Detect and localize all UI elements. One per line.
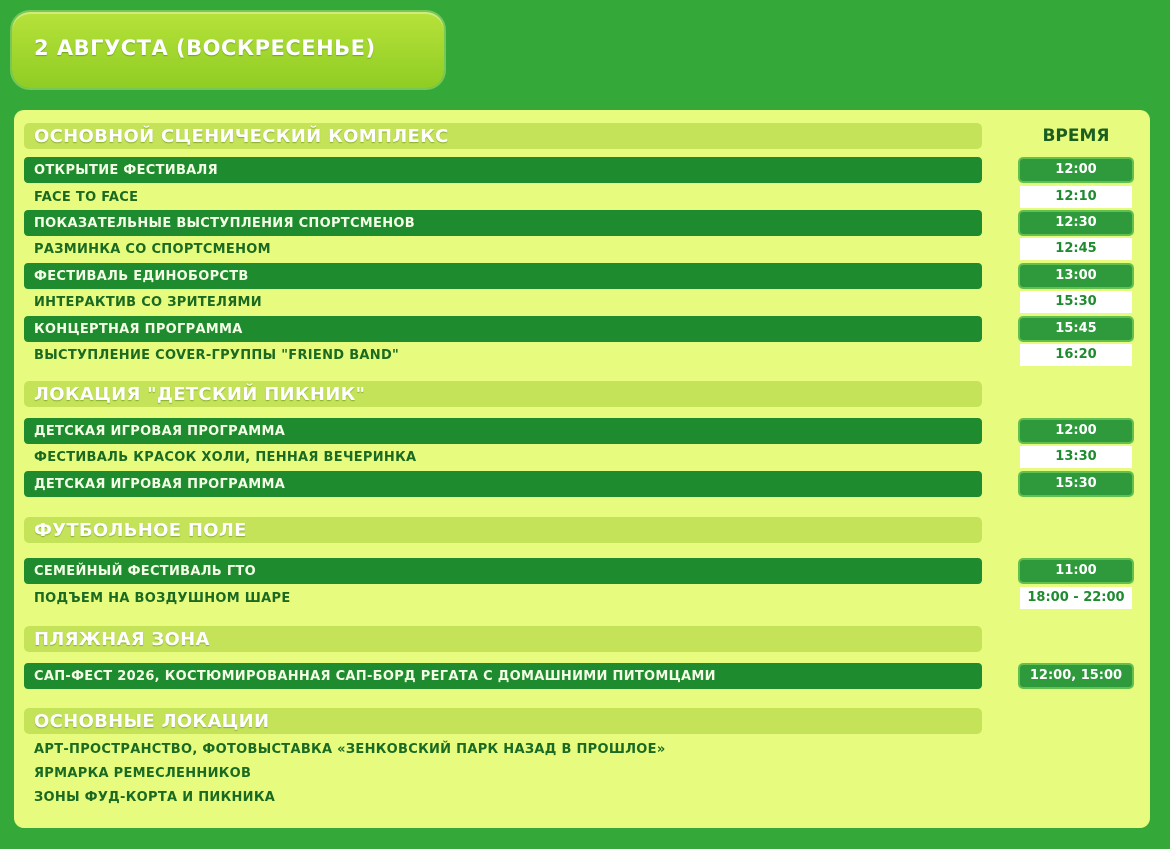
- event-time: 12:00, 15:00: [1018, 663, 1134, 689]
- section-title: ФУТБОЛЬНОЕ ПОЛЕ: [34, 520, 247, 541]
- time-column-header: ВРЕМЯ: [1042, 126, 1110, 146]
- event-label: ФЕСТИВАЛЬ ЕДИНОБОРСТВ: [34, 269, 249, 284]
- event-label: ФЕСТИВАЛЬ КРАСОК ХОЛИ, ПЕННАЯ ВЕЧЕРИНКА: [34, 450, 417, 465]
- event-label: ИНТЕРАКТИВ СО ЗРИТЕЛЯМИ: [34, 295, 262, 310]
- event-time: 15:45: [1018, 316, 1134, 342]
- date-title-pill: [12, 12, 444, 88]
- schedule-row: [24, 444, 982, 470]
- event-label: РАЗМИНКА СО СПОРТСМЕНОМ: [34, 242, 271, 257]
- event-label: ДЕТСКАЯ ИГРОВАЯ ПРОГРАММА: [34, 424, 286, 439]
- section-title: ПЛЯЖНАЯ ЗОНА: [34, 629, 210, 650]
- location-row: [24, 784, 982, 810]
- section-title: ОСНОВНЫЕ ЛОКАЦИИ: [34, 711, 270, 732]
- schedule-row: [24, 418, 982, 444]
- event-time: 13:00: [1018, 263, 1134, 289]
- location-row: [24, 736, 982, 762]
- event-time: 12:30: [1018, 210, 1134, 236]
- location-label: АРТ-ПРОСТРАНСТВО, ФОТОВЫСТАВКА «ЗЕНКОВСКИЙ ПАРК НАЗАД В ПРОШЛОЕ»: [34, 742, 666, 757]
- event-time: 15:30: [1020, 291, 1132, 313]
- event-time: 13:30: [1020, 446, 1132, 468]
- location-label: ЯРМАРКА РЕМЕСЛЕННИКОВ: [34, 766, 252, 781]
- section-header-beach-zone: [24, 626, 982, 652]
- schedule-row: [24, 663, 982, 689]
- schedule-row: [24, 558, 982, 584]
- section-header-main-stage: [24, 123, 982, 149]
- schedule-row: [24, 585, 982, 611]
- schedule-card: [14, 110, 1150, 828]
- schedule-row: [24, 236, 982, 262]
- section-header-main-locations: [24, 708, 982, 734]
- schedule-row: [24, 289, 982, 315]
- event-label: САП-ФЕСТ 2026, КОСТЮМИРОВАННАЯ САП-БОРД РЕГАТА С ДОМАШНИМИ ПИТОМЦАМИ: [34, 669, 716, 684]
- section-title: ЛОКАЦИЯ "ДЕТСКИЙ ПИКНИК": [34, 384, 366, 405]
- event-time: 11:00: [1018, 558, 1134, 584]
- schedule-row: [24, 184, 982, 210]
- event-label: ОТКРЫТИЕ ФЕСТИВАЛЯ: [34, 163, 218, 178]
- section-header-football-field: [24, 517, 982, 543]
- event-time: 12:10: [1020, 186, 1132, 208]
- event-time: 12:00: [1018, 157, 1134, 183]
- section-title: ОСНОВНОЙ СЦЕНИЧЕСКИЙ КОМПЛЕКС: [34, 126, 449, 147]
- event-time: 16:20: [1020, 344, 1132, 366]
- event-label: КОНЦЕРТНАЯ ПРОГРАММА: [34, 322, 243, 337]
- event-time: 12:45: [1020, 238, 1132, 260]
- schedule-row: [24, 263, 982, 289]
- schedule-row: [24, 210, 982, 236]
- schedule-row: [24, 471, 982, 497]
- schedule-row: [24, 157, 982, 183]
- event-time: 15:30: [1018, 471, 1134, 497]
- event-label: ПОКАЗАТЕЛЬНЫЕ ВЫСТУПЛЕНИЯ СПОРТСМЕНОВ: [34, 216, 415, 231]
- event-time: 18:00 - 22:00: [1020, 587, 1132, 609]
- event-label: ДЕТСКАЯ ИГРОВАЯ ПРОГРАММА: [34, 477, 286, 492]
- event-label: FACE TO FACE: [34, 190, 139, 205]
- event-label: СЕМЕЙНЫЙ ФЕСТИВАЛЬ ГТО: [34, 564, 256, 579]
- date-title: 2 АВГУСТА (ВОСКРЕСЕНЬЕ): [34, 36, 376, 60]
- event-label: ВЫСТУПЛЕНИЕ COVER-ГРУППЫ "FRIEND BAND": [34, 348, 400, 363]
- event-label: ПОДЪЕМ НА ВОЗДУШНОМ ШАРЕ: [34, 591, 291, 606]
- schedule-row: [24, 316, 982, 342]
- location-row: [24, 760, 982, 786]
- schedule-row: [24, 342, 982, 368]
- section-header-kids-picnic: [24, 381, 982, 407]
- event-time: 12:00: [1018, 418, 1134, 444]
- location-label: ЗОНЫ ФУД-КОРТА И ПИКНИКА: [34, 790, 276, 805]
